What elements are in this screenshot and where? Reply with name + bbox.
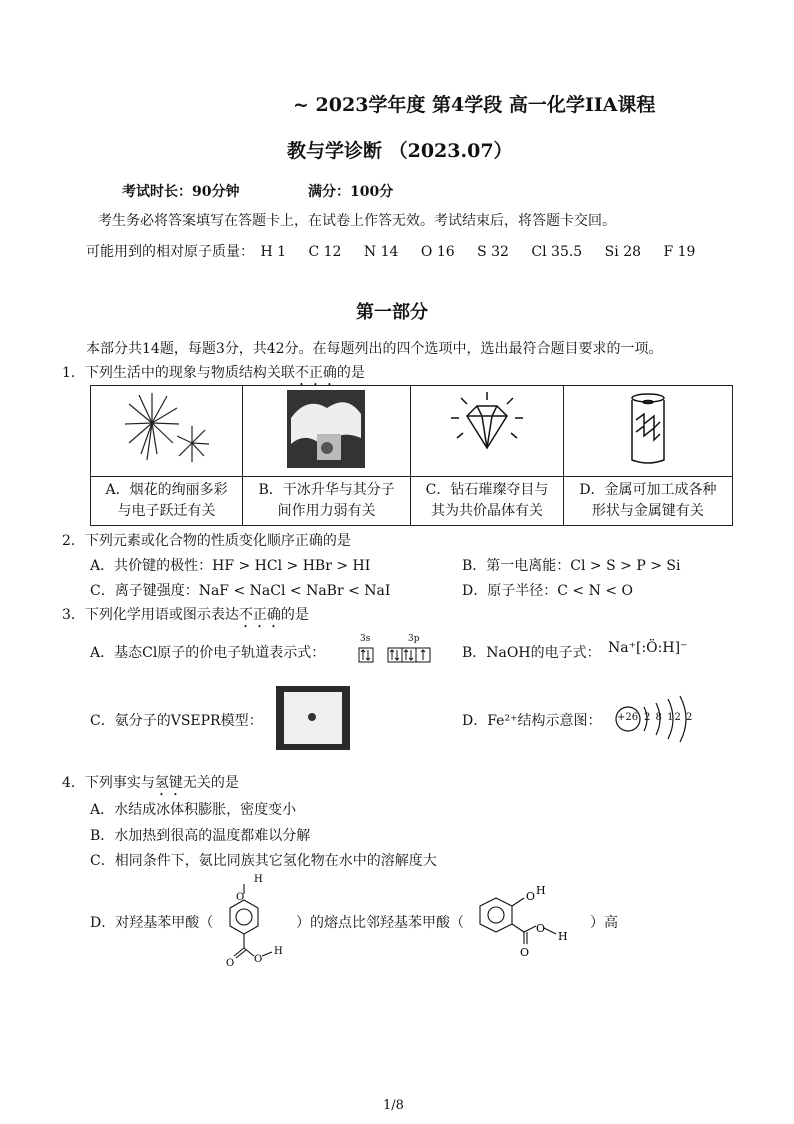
q1-option-a[interactable]: A．烟花的绚丽多彩 与电子跃迁有关 xyxy=(91,477,243,526)
q2-option-d[interactable]: D．原子半径：C < N < O xyxy=(462,583,633,599)
q4-option-c[interactable]: C．相同条件下，氨比同族其它氢化物在水中的溶解度大 xyxy=(90,853,437,869)
q3-stem: 3．下列化学用语或图示表达不正确的是 xyxy=(62,607,309,623)
q1-image-a xyxy=(91,386,243,477)
exam-title-line2: 教与学诊断 （2023.07） xyxy=(287,140,513,162)
part-instructions: 本部分共14题，每题3分，共42分。在每题列出的四个选项中，选出最符合题目要求的一项。 xyxy=(86,341,663,357)
svg-text:O: O xyxy=(226,958,235,969)
q4-option-b[interactable]: B．水加热到很高的温度都难以分解 xyxy=(90,828,311,844)
mass-cl: Cl 35.5 xyxy=(531,244,583,260)
mass-o: O 16 xyxy=(420,244,455,260)
q3-option-a[interactable]: A．基态Cl原子的价电子轨道表示式： xyxy=(90,645,326,661)
q1-option-b[interactable]: B．干冰升华与其分子 间作用力弱有关 xyxy=(243,477,411,526)
emphasis-text: 不正确 xyxy=(238,607,281,623)
q4-stem: 4．下列事实与氢键无关的是 xyxy=(62,775,239,791)
svg-text:H: H xyxy=(536,884,546,897)
dry-ice-icon xyxy=(267,388,387,470)
svg-text:H: H xyxy=(254,874,263,885)
atomic-masses xyxy=(86,241,695,261)
fe-shell-counts: 2 8 12 2 xyxy=(644,712,694,723)
q4-option-d-middle: ）的熔点比邻羟基苯甲酸（ xyxy=(296,915,464,931)
mass-f: F 19 xyxy=(663,244,696,260)
q1-options-table xyxy=(90,385,733,526)
svg-text:O: O xyxy=(526,890,536,903)
q1-stem: 1．下列生活中的现象与物质结构关联不正确的是 xyxy=(62,365,365,381)
q3-option-c[interactable]: C．氨分子的VSEPR模型： xyxy=(90,713,263,729)
q1-image-c xyxy=(411,386,564,477)
mass-n: N 14 xyxy=(363,244,399,260)
part-title: 第一部分 xyxy=(356,302,428,323)
q3-option-b[interactable]: B．NaOH的电子式： xyxy=(462,645,601,661)
exam-title-line1: ~ 2023学年度 第4学段 高一化学IIA课程 xyxy=(293,94,656,116)
q1-option-c[interactable]: C．钻石璀璨夺目与 其为共价晶体有关 xyxy=(411,477,564,526)
q1-image-b xyxy=(243,386,411,477)
svg-text:O: O xyxy=(254,954,263,965)
ortho-hydroxybenzoic-acid-structure xyxy=(472,880,592,960)
orbital-boxes xyxy=(358,644,448,666)
q4-option-d-end: ）高 xyxy=(590,915,618,931)
mass-si: Si 28 xyxy=(604,244,642,260)
mass-h: H 1 xyxy=(260,244,287,260)
mass-s: S 32 xyxy=(477,244,509,260)
q4-option-d[interactable]: D．对羟基苯甲酸（ xyxy=(90,915,214,931)
mass-c: C 12 xyxy=(308,244,342,260)
q2-option-c[interactable]: C．离子键强度：NaF < NaCl < NaBr < NaI xyxy=(90,583,391,599)
orbital-3p-label: 3p xyxy=(408,634,420,644)
svg-text:O: O xyxy=(520,946,530,959)
svg-text:H: H xyxy=(558,930,568,943)
svg-text:O: O xyxy=(236,892,245,903)
q1-image-d xyxy=(563,386,732,477)
q2-option-b[interactable]: B．第一电离能：Cl > S > P > Si xyxy=(462,558,681,574)
svg-text:O: O xyxy=(536,922,546,935)
atomic-masses-label: 可能用到的相对原子质量： xyxy=(86,244,254,260)
q3-option-d[interactable]: D．Fe²⁺结构示意图： xyxy=(462,713,602,729)
vsepr-model-image xyxy=(276,686,350,750)
exam-notice: 考生务必将答案填写在答题卡上，在试卷上作答无效。考试结束后，将答题卡交回。 xyxy=(98,213,616,229)
can-icon xyxy=(588,388,708,470)
full-score: 满分：100分 xyxy=(308,184,394,200)
fe-nucleus-charge: +26 xyxy=(617,712,639,723)
emphasis-text: 不正确 xyxy=(294,365,337,381)
exam-duration: 考试时长：90分钟 xyxy=(122,184,240,200)
page-number: 1/8 xyxy=(383,1098,404,1113)
q4-option-a[interactable]: A．水结成冰体积膨胀，密度变小 xyxy=(90,802,297,818)
diamond-icon xyxy=(427,388,547,470)
naoh-electron-formula: Na⁺[:Ö:H]⁻ xyxy=(608,640,688,656)
fe-ion-structure xyxy=(614,694,704,748)
para-hydroxybenzoic-acid-structure xyxy=(222,870,292,972)
orbital-3s-label: 3s xyxy=(360,634,371,644)
ammonia-atom-icon xyxy=(308,713,316,721)
q1-option-d[interactable]: D．金属可加工成各种 形状与金属键有关 xyxy=(563,477,732,526)
q2-option-a[interactable]: A．共价键的极性：HF > HCl > HBr > HI xyxy=(90,558,371,574)
q2-stem: 2．下列元素或化合物的性质变化顺序正确的是 xyxy=(62,533,351,549)
svg-text:H: H xyxy=(274,946,283,957)
fireworks-icon xyxy=(107,388,227,470)
emphasis-text: 氢键 xyxy=(154,775,183,791)
